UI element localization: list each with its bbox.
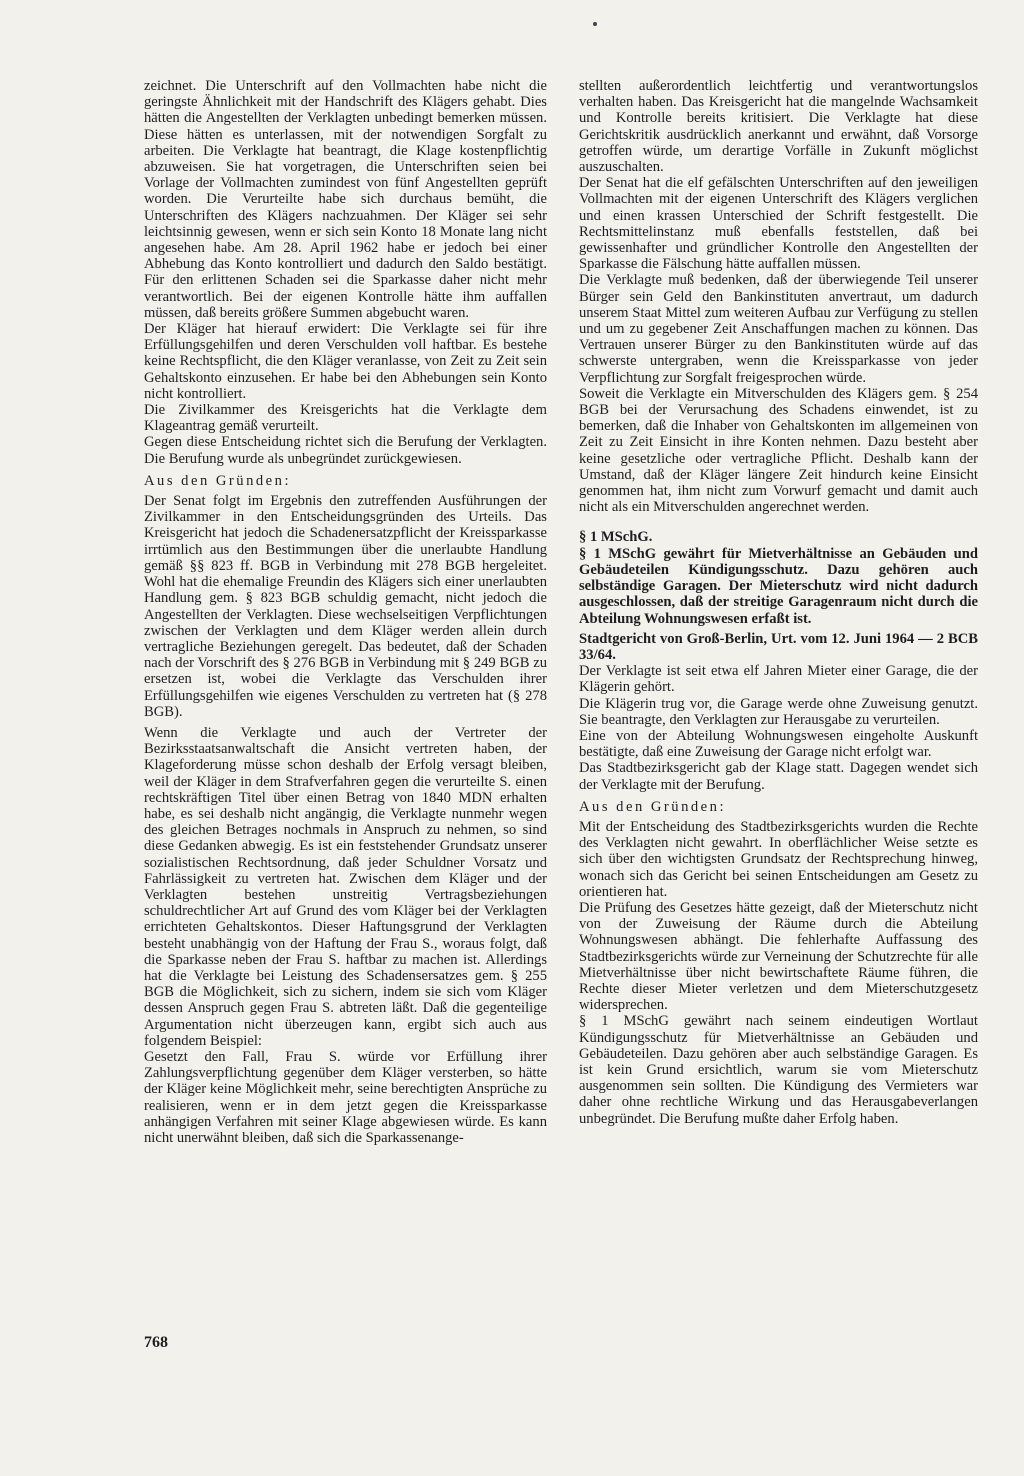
speck-mark — [593, 22, 597, 26]
paragraph: Der Senat hat die elf gefälschten Unterschriften auf den jeweiligen Vollmachten mit der eigenen Unterschrift des Klägers verglichen und einen krassen Unterschied der Schrift festgestellt. Die Rechtsmittelinstanz muß ebenfalls feststellen, daß bei gewissenhafter und gründlicher Kontrolle den Angestellten der Sparkasse die Fälschung hätte auffallen müssen. — [579, 175, 978, 273]
section-heading: Aus den Gründen: — [579, 798, 727, 815]
paragraph: Wenn die Verklagte und auch der Vertreter der Bezirksstaatsanwaltschaft die Ansicht vertreten haben, der Klageforderung müsse schon deshalb der Erfolg versagt bleiben, weil der Kläger in dem Strafverfahren gegen die verurteilte S. einen rechtskräftigen Titel über einen Betrag von 1840 MDN erhalten habe, es sei deshalb nicht angängig, die Verklagte nunmehr wegen des gleichen Betrages nochmals in Anspruch zu nehmen, so sind diese Gedanken abwegig. Es ist ein feststehender Grundsatz unserer sozialistischen Rechtsordnung, daß jeder Schuldner Vorsatz und Fahrlässigkeit zu vertreten hat. Zwischen dem Kläger und der Verklagten bestehen unstreitig Vertragsbeziehungen schuldrechtlicher Art auf Grund des vom Kläger bei der Verklagten errichteten Gehaltskontos. Dieser Haftungsgrund der Verklagten besteht unabhängig von der Haftung der Frau S., woraus folgt, daß die Sparkasse neben der Frau S. haftbar zu machen ist. Allerdings hat die Verklagte bei Leistung des Schadensersatzes gem. § 255 BGB die Möglichkeit, sich zu sichern, indem sie sich vom Kläger dessen Anspruch gegen Frau S. abtreten läßt. Daß die gegenteilige Argumentation nicht überzeugen kann, ergibt sich auch aus folgendem Beispiel: — [144, 724, 547, 1049]
paragraph: stellten außerordentlich leichtfertig und verantwortungslos verhalten haben. Das Kreisgericht hat die mangelnde Wachsamkeit und Kontrolle bereits kritisiert. Die Verklagte hat diese Gerichtskritik ausdrücklich anerkannt und erwähnt, daß Vorsorge getroffen würde, um derartige Vorfälle in Zukunft möglichst auszuschalten. — [579, 78, 978, 176]
left-column — [144, 78, 547, 1146]
paragraph: Gegen diese Entscheidung richtet sich die Berufung der Verklagten. Die Berufung wurde als unbegründet zurückgewiesen. — [144, 434, 547, 467]
paragraph: § 1 MSchG gewährt nach seinem eindeutigen Wortlaut Kündigungsschutz für Mietverhältnisse an Gebäuden und Gebäudeteilen. Dazu gehören aber auch selbständige Garagen. Es ist kein Grund ersichtlich, warum sie vom Mieterschutz ausgenommen sein sollten. Die Kündigung des Vermieters war daher ohne rechtliche Wirkung und das Herausgabeverlangen unbegründet. Die Berufung mußte daher Erfolg haben. — [579, 1013, 978, 1127]
paragraph: Die Klägerin trug vor, die Garage werde ohne Zuweisung genutzt. Sie beantragte, den Verklagten zur Herausgabe zu verurteilen. — [579, 695, 978, 728]
paragraph: Die Prüfung des Gesetzes hätte gezeigt, daß der Mieterschutz nicht von der Zuweisung der Räume durch die Abteilung Wohnungswesen abhängt. Die fehlerhafte Auffassung des Stadtbezirksgerichts würde zur Verneinung der Schutzrechte für alle Mietverhältnisse über nicht bewirtschaftete Räume führen, die Rechte dieser Mieter verletzen und dem Mieterschutzgesetz widersprechen. — [579, 899, 978, 1014]
court-citation: Stadtgericht von Groß-Berlin, Urt. vom 12. Juni 1964 — 2 BCB 33/64. — [579, 630, 978, 663]
section-heading: Aus den Gründen: — [144, 472, 292, 489]
statute-reference: § 1 MSchG. — [579, 529, 653, 546]
paragraph: Eine von der Abteilung Wohnungswesen eingeholte Auskunft bestätigte, daß eine Zuweisung der Garage nicht erfolgt war. — [579, 727, 978, 761]
paragraph: Mit der Entscheidung des Stadtbezirksgerichts wurden die Rechte des Verklagten nicht gewahrt. In oberflächlicher Weise setzte es sich über den wichtigsten Grundsatz der Rechtsprechung hinweg, wonach sich das Gericht bei seinen Entscheidungen am Gesetz zu orientieren hat. — [579, 818, 978, 900]
headnote: § 1 MSchG gewährt für Mietverhältnisse an Gebäuden und Gebäudeteilen Kündigungsschutz. Dazu gehören auch selbständige Garagen. Der Mieterschutz wird nicht dadurch ausgeschlossen, daß der streitige Garagenraum nicht durch die Abteilung Wohnungswesen erfaßt ist. — [579, 545, 978, 627]
page-number: 768 — [144, 1334, 168, 1351]
paragraph: Der Senat folgt im Ergebnis den zutreffenden Ausführungen der Zivilkammer in den Entscheidungsgründen des Urteils. Das Kreisgericht hat jedoch die Schadenersatzpflicht der Kreissparkasse irrtümlich aus den Bestimmungen über die unerlaubte Handlung gemäß §§ 823 ff. BGB in Verbindung mit 278 BGB hergeleitet. Wohl hat die ehemalige Freundin des Klägers sich einer unerlaubten Handlung gem. § 823 BGB schuldig gemacht, nicht jedoch die Angestellten der Verklagten. Diese wechselseitigen Verpflichtungen zwischen der Verklagten und dem Kläger werden allein durch vertragliche Beziehungen geregelt. Das bedeutet, daß der Schaden nach der Vorschrift des § 276 BGB in Verbindung mit § 249 BGB zu ersetzen ist, wobei die Verklagte das Verschulden ihrer Erfüllungsgehilfen wie eigenes Verschulden zu vertreten hat (§ 278 BGB). — [144, 493, 547, 720]
paragraph: Der Kläger hat hierauf erwidert: Die Verklagte sei für ihre Erfüllungsgehilfen und deren Verschulden voll haftbar. Es bestehe keine Rechtspflicht, die den Kläger veranlasse, von Zeit zu Zeit sein Gehaltskonto einzusehen. Er habe bei den Abhebungen sein Konto nicht kontrolliert. — [144, 321, 547, 402]
paragraph: Das Stadtbezirksgericht gab der Klage statt. Dagegen wendet sich der Verklagte mit der Berufung. — [579, 760, 978, 793]
paragraph: Die Zivilkammer des Kreisgerichts hat die Verklagte dem Klageantrag gemäß verurteilt. — [144, 402, 547, 435]
paragraph: Der Verklagte ist seit etwa elf Jahren Mieter einer Garage, die der Klägerin gehört. — [579, 663, 978, 696]
paragraph: Die Verklagte muß bedenken, daß der überwiegende Teil unserer Bürger sein Geld den Bankinstituten anvertraut, um dadurch unserem Staat Mittel zum weiteren Aufbau zur Verfügung zu stellen und um zu gegebener Zeit Anschaffungen machen zu können. Das Vertrauen unserer Bürger zu den Bankinstituten würde auf das schwerste untergraben, wenn die Kreissparkasse von jeder Verpflichtung zur Sorgfalt freigesprochen würde. — [579, 272, 978, 386]
paragraph: Soweit die Verklagte ein Mitverschulden des Klägers gem. § 254 BGB bei der Verursachung des Schadens einwendet, ist zu bemerken, daß die Inhaber von Gehaltskonten im allgemeinen von Zeit zu Zeit Einsicht in ihre Konten nehmen. Dazu besteht aber keine gesetzliche oder vertragliche Pflicht. Deshalb kann der Umstand, daß der Kläger längere Zeit hindurch keine Einsicht genommen hat, ihm nicht zum Vorwurf gemacht und damit auch nicht als ein Mitverschulden angerechnet werden. — [579, 385, 978, 516]
paragraph: Gesetzt den Fall, Frau S. würde vor Erfüllung ihrer Zahlungsverpflichtung gegenüber dem Kläger versterben, so hätte der Kläger keine Möglichkeit mehr, seine berechtigten Ansprüche zu realisieren, wenn er in dem jetzt gegen die Kreissparkasse anhängigen Verfahren mit seiner Klage abgewiesen würde. Es kann nicht unerwähnt bleiben, daß sich die Sparkassenange- — [144, 1048, 547, 1146]
paragraph: zeichnet. Die Unterschrift auf den Vollmachten habe nicht die geringste Ähnlichkeit mit der Handschrift des Klägers gehabt. Dies hätten die Angestellten der Verklagten unbedingt bemerken müssen. Diese hätten es unterlassen, mit der notwendigen Sorgfalt zu arbeiten. Die Verklagte hat beantragt, die Klage kostenpflichtig abzuweisen. Sie hat vorgetragen, die Unterschriften seien bei Vorlage der Vollmachten zumindest von fünf Angestellten geprüft worden. Die Verurteilte habe sich durchaus bemüht, die Unterschriften des Klägers nachzuahmen. Der Kläger sei sehr leichtsinnig gewesen, wenn er sich sein Konto 18 Monate lang nicht angesehen habe. Am 28. April 1962 habe er jedoch bei einer Abhebung das Konto kontrolliert und dadurch den Saldo bestätigt. Für den erlittenen Schaden sei die Sparkasse daher nicht mehr verantwortlich. Bei der eigenen Kontrolle hätte ihm auffallen müssen, daß bereits größere Summen abgebucht waren. — [144, 78, 547, 321]
right-column — [579, 78, 978, 1127]
